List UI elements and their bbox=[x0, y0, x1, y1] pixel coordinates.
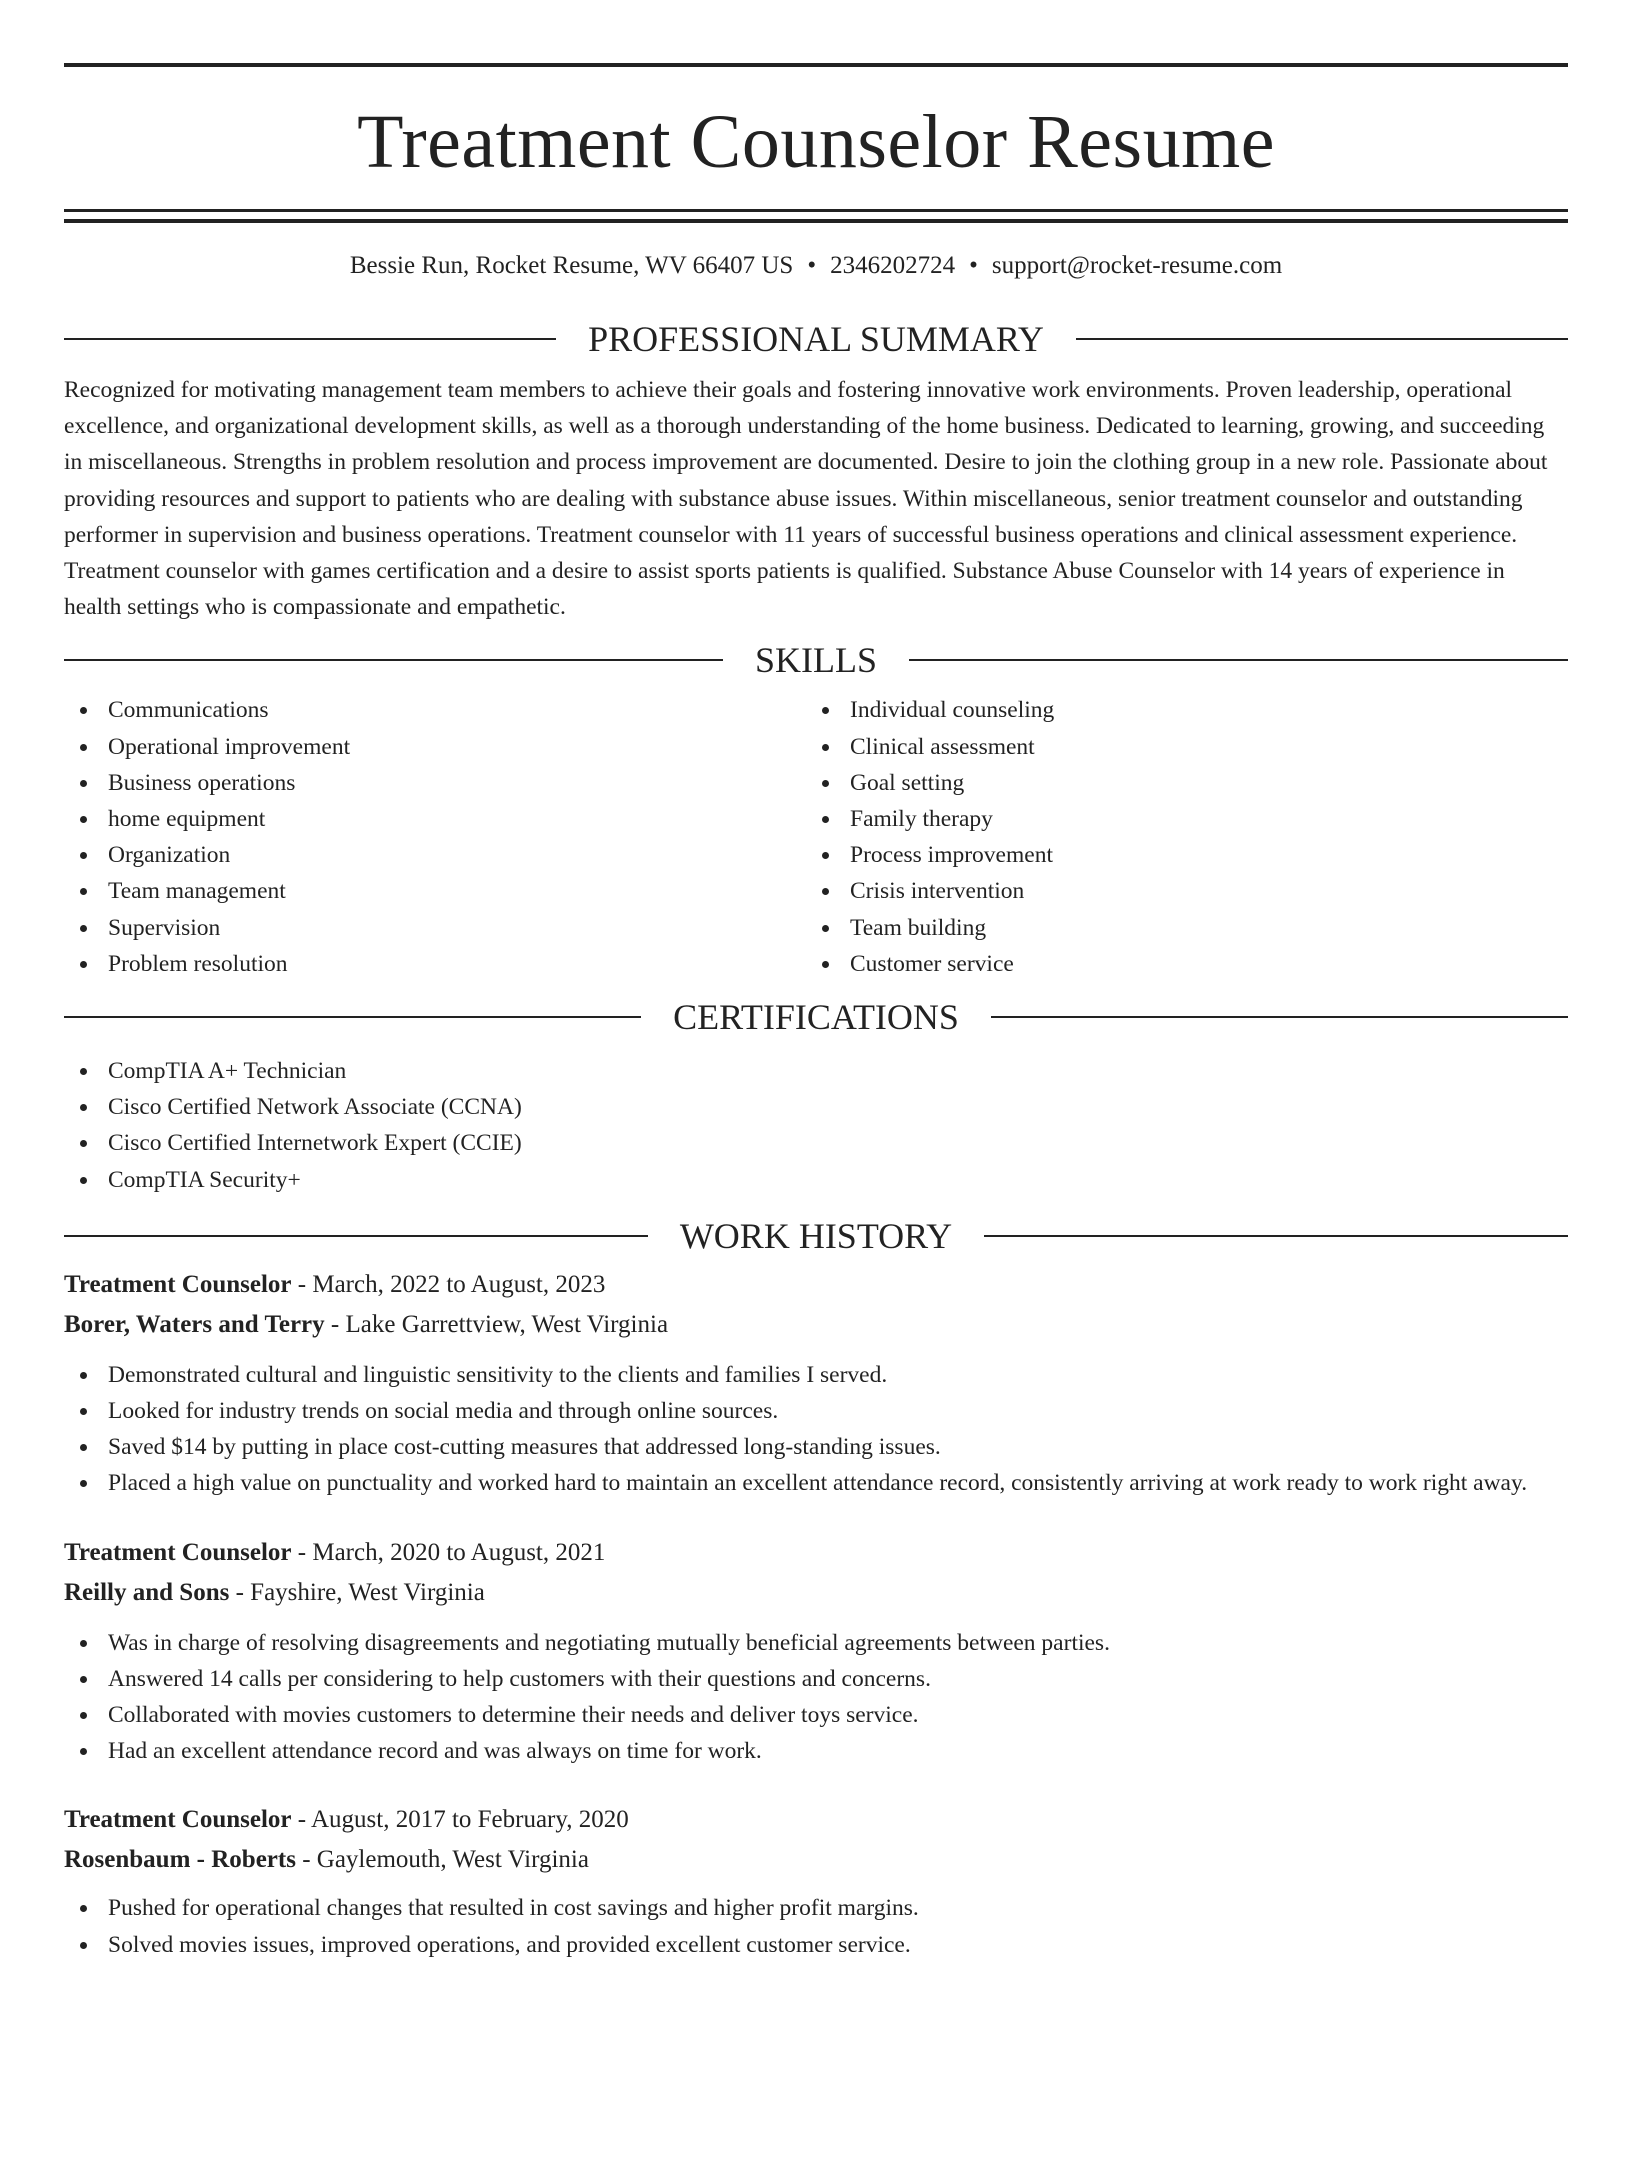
summary-section-heading bbox=[64, 319, 1568, 359]
skill-item: Individual counseling bbox=[806, 692, 1548, 728]
skill-item: Communications bbox=[64, 692, 806, 728]
skills-grid bbox=[64, 692, 1568, 982]
job-location: - Fayshire, West Virginia bbox=[229, 1578, 485, 1606]
job-dates: - March, 2020 to August, 2021 bbox=[291, 1538, 606, 1566]
skill-item: Operational improvement bbox=[64, 729, 806, 765]
job-bullet: Had an excellent attendance record and was always on time for work. bbox=[64, 1733, 1568, 1769]
job-company-line bbox=[64, 1305, 1568, 1345]
work-history-section-heading bbox=[64, 1216, 1568, 1256]
skill-item: Supervision bbox=[64, 910, 806, 946]
job-dates: - August, 2017 to February, 2020 bbox=[291, 1806, 629, 1834]
job-bullet: Collaborated with movies customers to determine their needs and deliver toys service. bbox=[64, 1697, 1568, 1733]
skill-item: Team building bbox=[806, 910, 1548, 946]
job-title-line bbox=[64, 1265, 1568, 1305]
summary-paragraph: Recognized for motivating management team members to achieve their goals and fostering innovative work environments. Proven leadership, operational excellence, and organizational development skills, as well as a thorough understanding of the home business. Dedicated to learning, growing, and succeeding in miscellaneous. Strengths in problem resolution and process improvement are documented. Desire to join the clothing group in a new role. Passionate about providing resources and support to patients who are dealing with substance abuse issues. Within miscellaneous, senior treatment counselor and outstanding performer in supervision and business operations. Treatment counselor with 11 years of successful business operations and clinical assessment experience. Treatment counselor with games certification and a desire to assist sports patients is qualified. Substance Abuse Counselor with 14 years of experience in health settings who is compassionate and empathetic. bbox=[64, 377, 1548, 621]
certification-item: Cisco Certified Internetwork Expert (CCIE) bbox=[64, 1125, 1568, 1161]
skill-item: Crisis intervention bbox=[806, 873, 1548, 909]
job-company-line bbox=[64, 1573, 1568, 1613]
job-company: Reilly and Sons bbox=[64, 1578, 230, 1606]
skills-list-right bbox=[806, 692, 1548, 982]
contact-separator: • bbox=[807, 252, 817, 279]
skill-item: Problem resolution bbox=[64, 946, 806, 982]
skills-list-left bbox=[64, 692, 806, 982]
job-bullet: Was in charge of resolving disagreements and negotiating mutually beneficial agreements between parties. bbox=[64, 1625, 1568, 1661]
skill-item: Clinical assessment bbox=[806, 729, 1548, 765]
heading-rule bbox=[909, 659, 1568, 661]
heading-rule bbox=[64, 1016, 641, 1018]
resume-page bbox=[0, 63, 1632, 2175]
skills-heading-label: SKILLS bbox=[755, 640, 878, 681]
skills-section-heading bbox=[64, 640, 1568, 680]
skill-item: Business operations bbox=[64, 765, 806, 801]
job-entry bbox=[64, 1265, 1568, 1502]
heading-rule bbox=[1076, 338, 1568, 340]
contact-separator: • bbox=[969, 252, 978, 279]
job-bullets bbox=[64, 1890, 1568, 1962]
job-bullets bbox=[64, 1357, 1568, 1502]
job-bullet: Placed a high value on punctuality and worked hard to maintain an excellent attendance record, consistently arriving at work ready to work right away. bbox=[64, 1465, 1568, 1501]
job-bullet: Pushed for operational changes that resulted in cost savings and higher profit margins. bbox=[64, 1890, 1568, 1926]
resume-title: Treatment Counselor Resume bbox=[357, 100, 1275, 184]
certifications-section-heading bbox=[64, 997, 1568, 1037]
certifications-list bbox=[64, 1053, 1568, 1198]
skill-item: Customer service bbox=[806, 946, 1548, 982]
heading-rule bbox=[64, 1235, 648, 1237]
job-location: - Gaylemouth, West Virginia bbox=[295, 1846, 589, 1874]
summary-heading-label: PROFESSIONAL SUMMARY bbox=[588, 319, 1044, 359]
job-title-line bbox=[64, 1533, 1568, 1573]
job-bullets bbox=[64, 1625, 1568, 1770]
job-entry bbox=[64, 1533, 1568, 1770]
top-rule bbox=[64, 63, 1568, 67]
job-company-line bbox=[64, 1840, 1568, 1880]
contact-address: Bessie Run, Rocket Resume, WV 66407 US bbox=[349, 252, 794, 279]
job-title: Treatment Counselor bbox=[64, 1270, 292, 1298]
heading-rule bbox=[64, 338, 556, 340]
skill-item: Process improvement bbox=[806, 837, 1548, 873]
job-entry bbox=[64, 1800, 1568, 1962]
job-title: Treatment Counselor bbox=[64, 1538, 292, 1566]
skill-item: Family therapy bbox=[806, 801, 1548, 837]
skill-item: Team management bbox=[64, 873, 806, 909]
job-bullet: Solved movies issues, improved operations, and provided excellent customer service. bbox=[64, 1927, 1568, 1963]
job-bullet: Demonstrated cultural and linguistic sensitivity to the clients and families I served. bbox=[64, 1357, 1568, 1393]
job-company: Rosenbaum - Roberts bbox=[64, 1846, 296, 1874]
contact-phone: 2346202724 bbox=[830, 252, 956, 279]
job-bullet: Looked for industry trends on social media and through online sources. bbox=[64, 1393, 1568, 1429]
contact-line bbox=[64, 251, 1568, 281]
heading-rule bbox=[991, 1016, 1568, 1018]
job-company: Borer, Waters and Terry bbox=[64, 1310, 325, 1338]
skill-item: Organization bbox=[64, 837, 806, 873]
title-double-rule bbox=[64, 209, 1568, 223]
job-dates: - March, 2022 to August, 2023 bbox=[291, 1270, 606, 1298]
job-title-line bbox=[64, 1800, 1568, 1840]
job-location: - Lake Garrettview, West Virginia bbox=[324, 1310, 669, 1338]
job-bullet: Saved $14 by putting in place cost-cutting measures that addressed long-standing issues. bbox=[64, 1429, 1568, 1465]
heading-rule bbox=[984, 1235, 1568, 1237]
job-title: Treatment Counselor bbox=[64, 1806, 292, 1834]
certification-item: CompTIA Security+ bbox=[64, 1162, 1568, 1198]
heading-rule bbox=[64, 659, 723, 661]
certifications-heading-label: CERTIFICATIONS bbox=[673, 997, 959, 1038]
skill-item: home equipment bbox=[64, 801, 806, 837]
job-bullet: Answered 14 calls per considering to help customers with their questions and concerns. bbox=[64, 1661, 1568, 1697]
work-heading-label: WORK HISTORY bbox=[679, 1215, 953, 1256]
contact-email: support@rocket-resume.com bbox=[991, 252, 1283, 279]
certification-item: CompTIA A+ Technician bbox=[64, 1053, 1568, 1089]
skill-item: Goal setting bbox=[806, 765, 1548, 801]
certification-item: Cisco Certified Network Associate (CCNA) bbox=[64, 1089, 1568, 1125]
